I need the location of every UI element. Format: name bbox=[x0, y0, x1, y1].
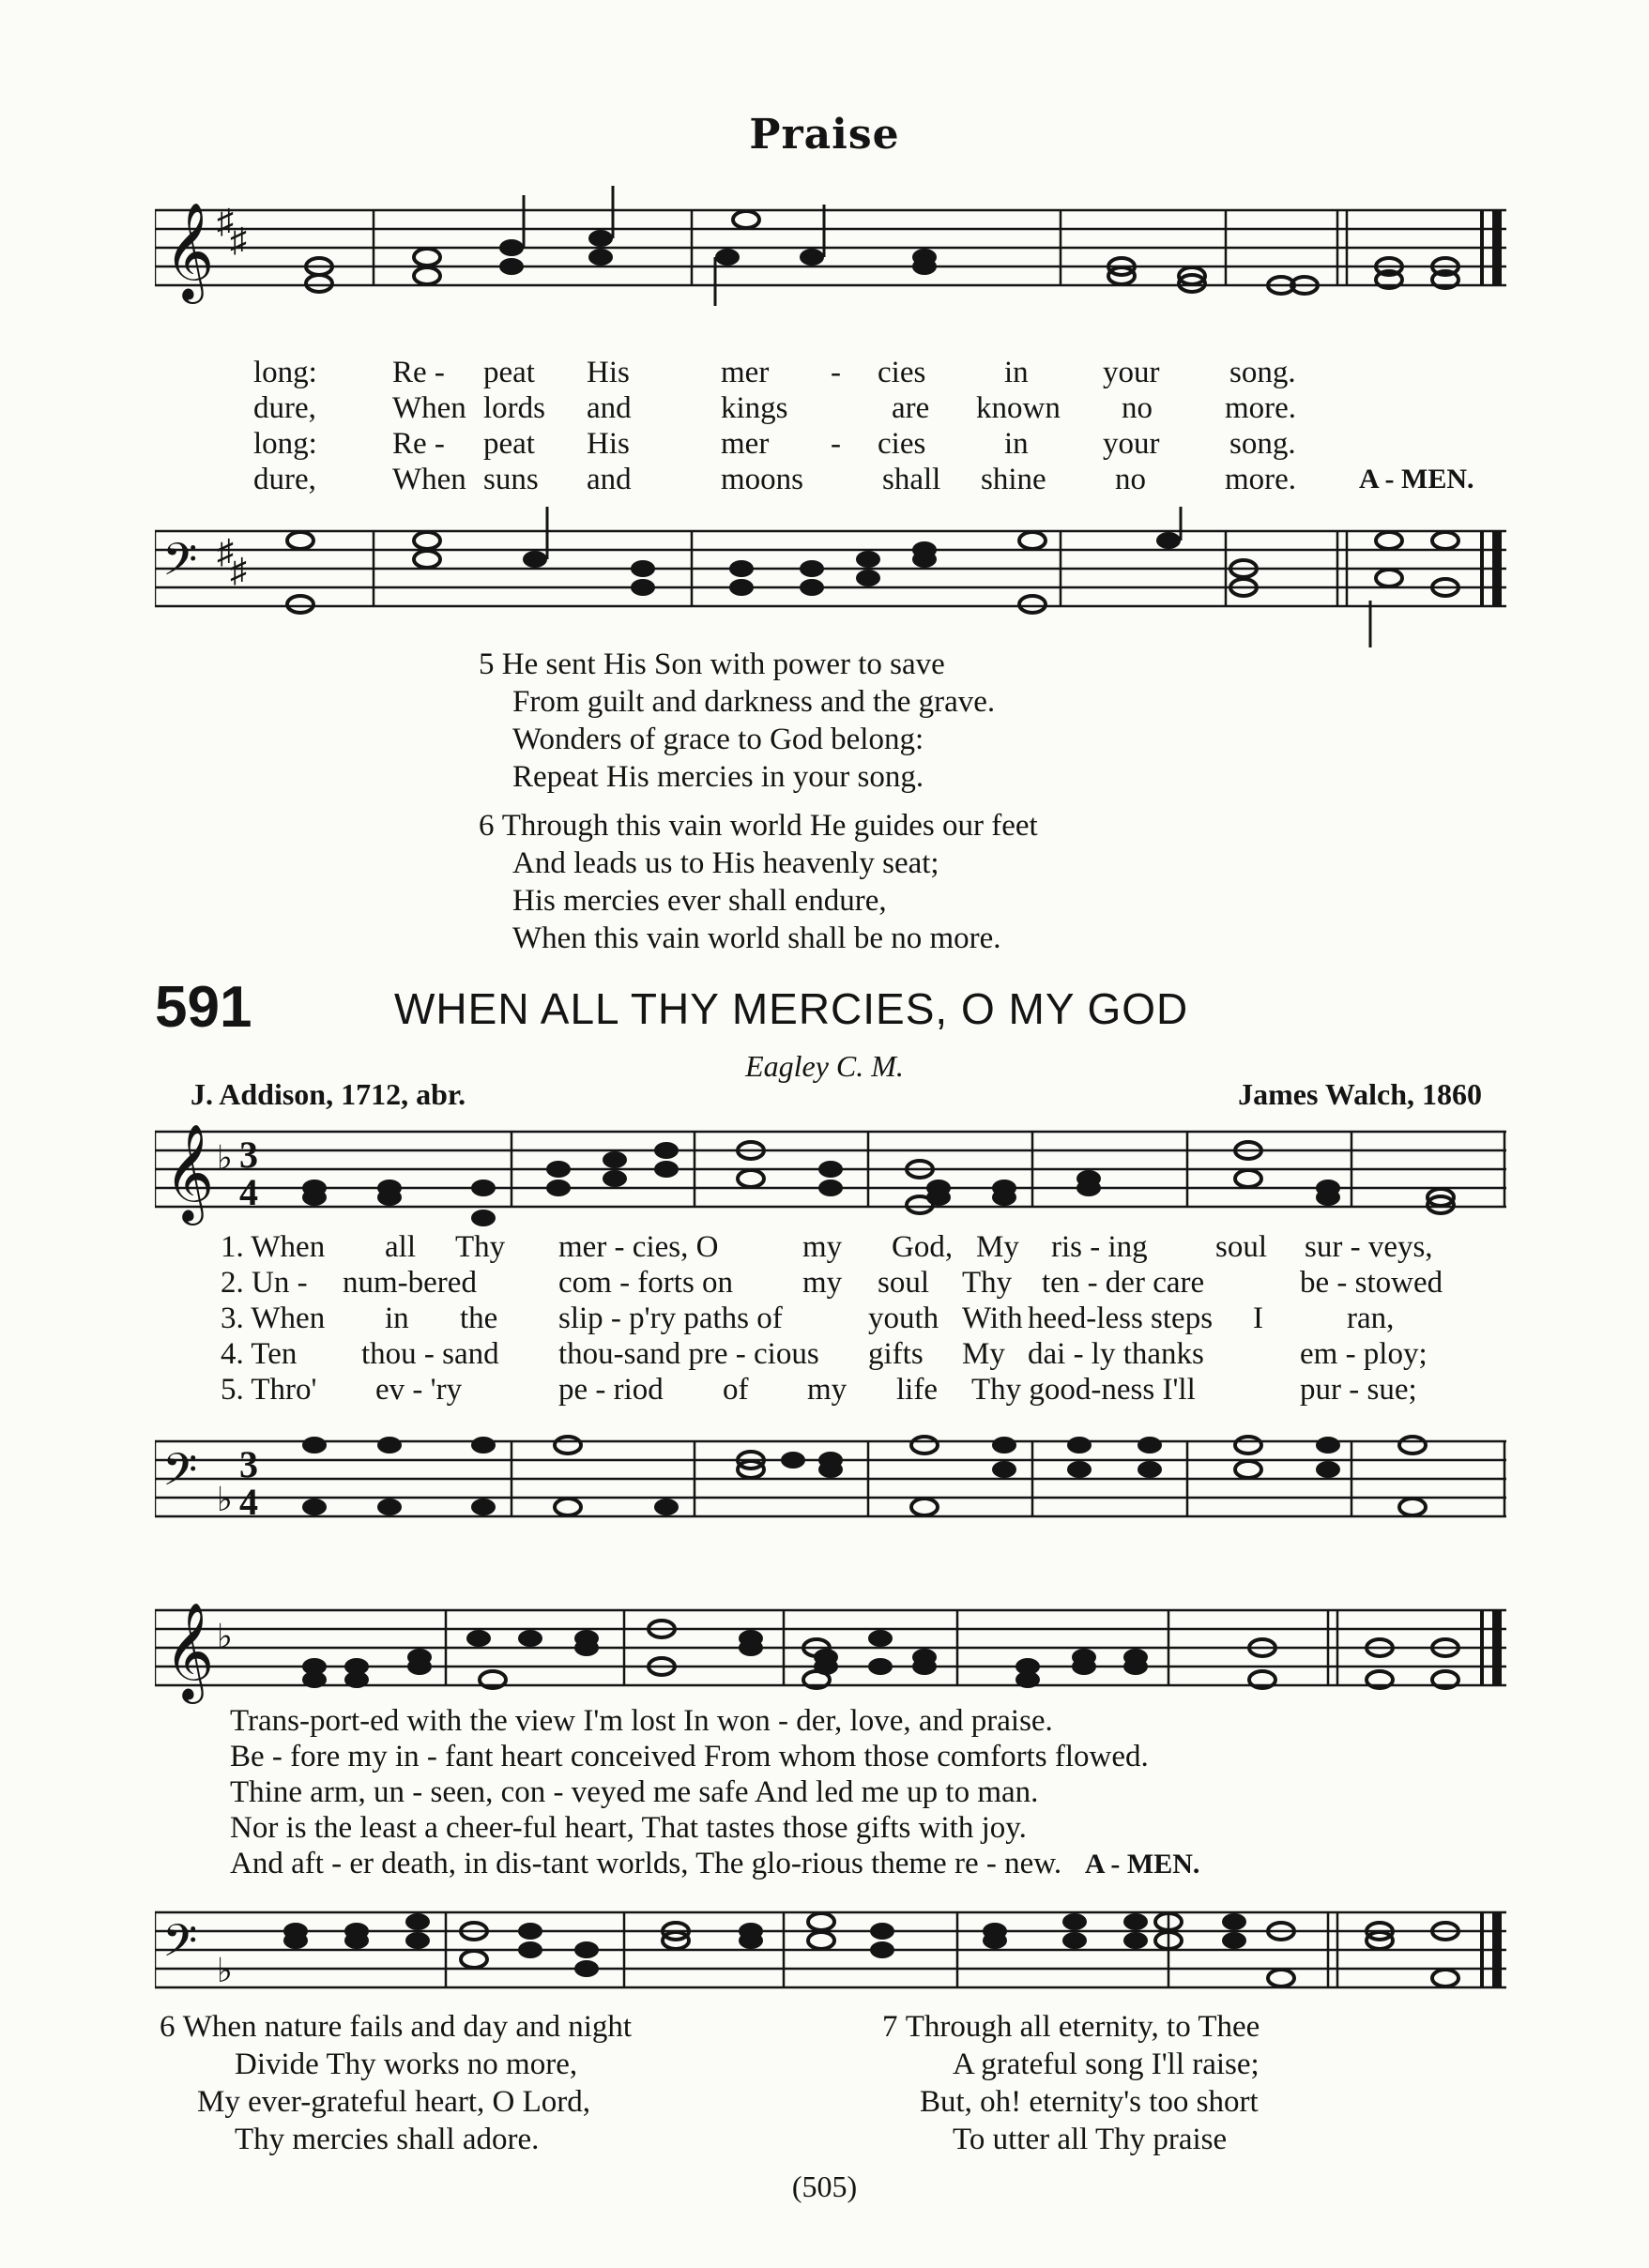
stanza-line-1: 1. When all Thy mer - cies, O my God, My ris - ing soul sur - veys, bbox=[221, 1230, 1433, 1264]
svg-text:3: 3 bbox=[239, 1134, 258, 1176]
stanza-line-5: 5. Thro' ev - 'ry pe - riod of my life Thy good-ness I'll pur - sue; bbox=[221, 1373, 1417, 1407]
svg-text:𝄞: 𝄞 bbox=[164, 1123, 215, 1222]
stanza-line-3: Thine arm, un - seen, con - veyed me safe And led me up to man. bbox=[230, 1775, 1039, 1809]
svg-text:𝄢: 𝄢 bbox=[162, 1443, 198, 1507]
svg-text:♯: ♯ bbox=[217, 203, 234, 240]
svg-text:𝄞: 𝄞 bbox=[164, 1602, 215, 1700]
svg-text:𝄢: 𝄢 bbox=[162, 533, 198, 597]
section-title: Praise bbox=[749, 111, 900, 159]
system2-bass-staff bbox=[155, 1888, 1506, 2010]
top-lyric-line: dure, When suns and moons shall shine no more. A - MEN. bbox=[253, 463, 1474, 496]
svg-text:𝄞: 𝄞 bbox=[164, 202, 215, 300]
top-treble-staff bbox=[155, 186, 1506, 308]
page-number: (505) bbox=[791, 2169, 858, 2203]
verse-5: 5 He sent His Son with power to save From guilt and darkness and the grave. Wonders of grace to God belong: Repeat His mercies in your song. bbox=[479, 647, 996, 794]
system2-lyrics bbox=[230, 1703, 1199, 1882]
svg-text:3: 3 bbox=[239, 1443, 258, 1485]
stanza-line-2: Be - fore my in - fant heart conceived From whom those comforts flowed. bbox=[230, 1740, 1149, 1773]
system1-bass-staff bbox=[155, 1417, 1506, 1558]
tune-name: Eagley C. M. bbox=[745, 1049, 904, 1083]
svg-text:♯: ♯ bbox=[230, 221, 247, 259]
stanza-line-1: Trans-port-ed with the view I'm lost In won - der, love, and praise. bbox=[230, 1704, 1053, 1738]
top-lyrics bbox=[253, 355, 1511, 497]
svg-text:♯: ♯ bbox=[230, 552, 247, 589]
svg-text:4: 4 bbox=[239, 1481, 258, 1523]
stanza-line-4: Nor is the least a cheer-ful heart, That tastes those gifts with joy. bbox=[230, 1811, 1027, 1845]
svg-text:𝄢: 𝄢 bbox=[162, 1914, 198, 1978]
top-lyric-line: long: Re - peat His mer - cies in your song. bbox=[253, 427, 1296, 461]
hymn-number: 591 bbox=[155, 975, 252, 1040]
svg-text:4: 4 bbox=[239, 1171, 258, 1213]
top-lyric-line: dure, When lords and kings are known no more. bbox=[253, 391, 1297, 425]
svg-text:♯: ♯ bbox=[217, 533, 234, 571]
amen-label: A - MEN. bbox=[1359, 464, 1474, 495]
hymn-title: WHEN ALL THY MERCIES, O MY GOD bbox=[394, 984, 1189, 1033]
svg-text:♭: ♭ bbox=[217, 1481, 233, 1518]
stanza-line-4: 4. Ten thou - sand thou-sand pre - cious gifts My dai - ly thanks em - ploy; bbox=[221, 1337, 1428, 1371]
svg-text:♭: ♭ bbox=[217, 1618, 233, 1655]
verse-7: 7 Through all eternity, to Thee A grateful song I'll raise; But, oh! eternity's too short To utter all Thy praise bbox=[882, 2010, 1260, 2156]
amen-label: A - MEN. bbox=[1084, 1849, 1200, 1880]
svg-text:♭: ♭ bbox=[217, 1952, 233, 1989]
svg-text:♭: ♭ bbox=[217, 1139, 233, 1177]
verse-6: 6 When nature fails and day and night Divide Thy works no more, My ever-grateful heart, O Lord, Thy mercies shall adore. bbox=[160, 2010, 633, 2156]
system2-treble-staff bbox=[155, 1586, 1506, 1708]
composer: James Walch, 1860 bbox=[1238, 1077, 1482, 1111]
system1-lyrics bbox=[221, 1229, 1497, 1408]
top-lyric-line: long: Re - peat His mer - cies in your song. bbox=[253, 356, 1296, 389]
stanza-line-3: 3. When in the slip - p'ry paths of youth With heed-less steps I ran, bbox=[221, 1301, 1395, 1335]
stanza-line-5: And aft - er death, in dis-tant worlds, The glo-rious theme re - new. A - MEN. bbox=[230, 1847, 1200, 1880]
verse-6-top: 6 Through this vain world He guides our feet And leads us to His heavenly seat; His mercies ever shall endure, When this vain world shall be no more. bbox=[479, 809, 1038, 955]
stanza-line-2: 2. Un - num-bered com - forts on my soul Thy ten - der care be - stowed bbox=[221, 1266, 1443, 1300]
author: J. Addison, 1712, abr. bbox=[191, 1077, 466, 1111]
system1-treble-staff bbox=[155, 1107, 1506, 1229]
top-bass-staff bbox=[155, 507, 1506, 647]
